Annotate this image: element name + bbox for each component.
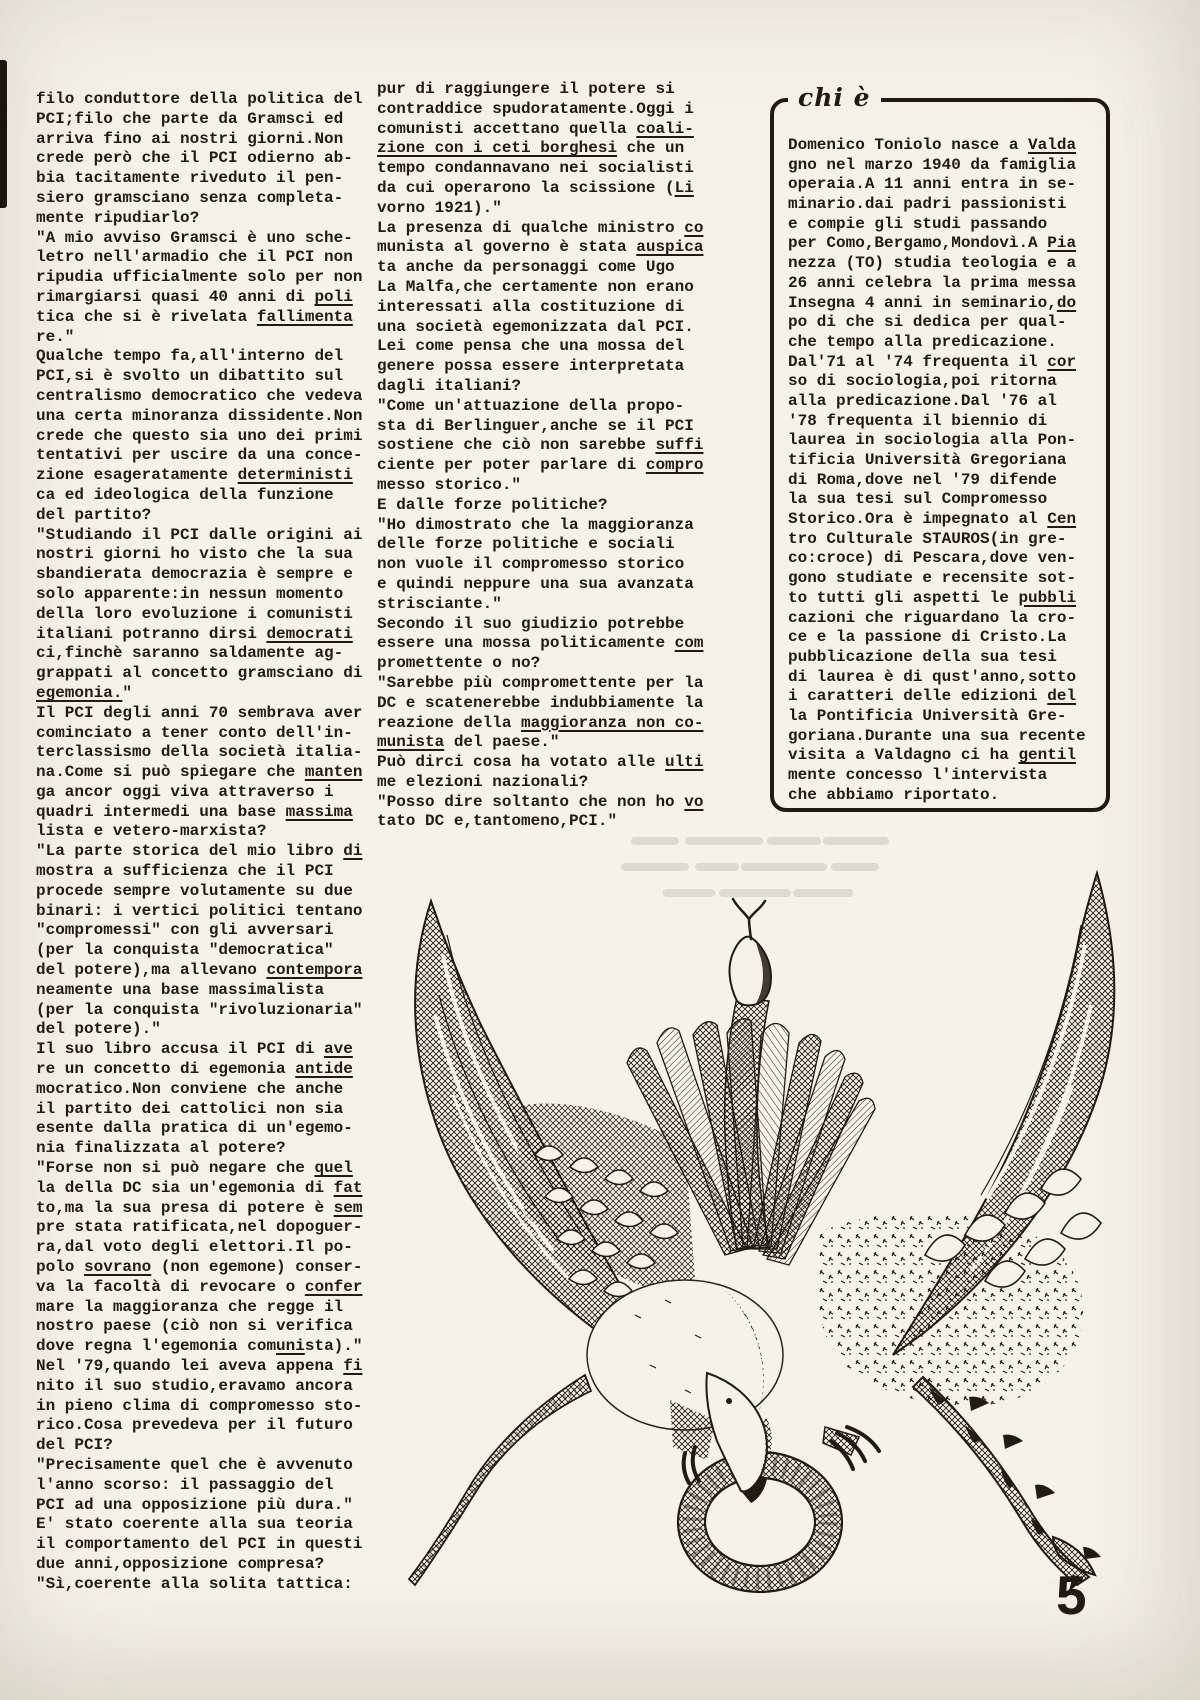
text-line: del partito? [36, 505, 152, 524]
text-line: E dalle forze politiche? [377, 495, 608, 514]
text-line: messo storico." [377, 475, 522, 494]
text-line: Domenico Toniolo nasce a Valda [788, 136, 1077, 154]
text-line: DC e scatenerebbe indubbiamente la [377, 693, 704, 712]
text-line: tica che si è rivelata fallimenta [36, 307, 353, 326]
text-line: "Studiando il PCI dalle origini ai [36, 525, 363, 544]
text-line: nostro paese (ciò non si verifica [36, 1317, 353, 1336]
text-line: PCI;filo che parte da Gramsci ed [36, 109, 344, 128]
text-line: "Precisamente quel che è avvenuto [36, 1455, 353, 1474]
text-line: tempo condannavano nei socialisti [377, 159, 694, 178]
text-line: contraddice spudoratamente.Oggi i [377, 99, 694, 118]
text-line: mostra a sufficienza che il PCI [36, 862, 334, 881]
text-line: Secondo il suo giudizio potrebbe [377, 614, 685, 633]
text-line: ca ed ideologica della funzione [36, 485, 334, 504]
text-line: comunisti accettano quella coali- [377, 119, 694, 138]
text-line: di laurea è di qust'anno,sotto [788, 667, 1077, 686]
text-line: "A mio avviso Gramsci è uno sche- [36, 228, 353, 247]
text-line: operaia.A 11 anni entra in se- [788, 175, 1077, 194]
text-line: una certa minoranza dissidente.Non [36, 406, 363, 425]
text-line: "Ho dimostrato che la maggioranza [377, 515, 694, 534]
text-line: E' stato coerente alla sua teoria [36, 1515, 353, 1534]
text-line: zione esageratamente deterministi [36, 466, 353, 485]
bird-snake-illustration [385, 835, 1155, 1595]
text-line: minario.dai padri passionisti [788, 195, 1067, 214]
text-line: ra,dal voto degli elettori.Il po- [36, 1238, 353, 1257]
text-line: sostiene che ciò non sarebbe suffi [377, 436, 704, 455]
text-line: nia finalizzata al potere? [36, 1139, 286, 1158]
chi-e-box-text [788, 136, 1100, 805]
text-line: tentativi per uscire da una conce- [36, 446, 363, 465]
text-line: "Sarebbe più compromettente per la [377, 673, 704, 692]
text-line: Lei come pensa che una mossa del [377, 337, 685, 356]
text-line: na.Come si può spiegare che manten [36, 763, 363, 782]
text-line: procede sempre volutamente su due [36, 881, 353, 900]
text-line: nostri giorni ho visto che la sua [36, 545, 353, 564]
text-line: sta di Berlinguer,anche se il PCI [377, 416, 694, 435]
text-line: genere possa essere interpretata [377, 357, 685, 376]
text-line: che tempo alla predicazione. [788, 332, 1057, 351]
text-line: delle forze politiche e sociali [377, 535, 675, 554]
text-line: Il suo libro accusa il PCI di ave [36, 1040, 353, 1059]
scan-edge-artifact [0, 60, 7, 208]
text-line: il comportamento del PCI in questi [36, 1535, 363, 1554]
text-line: della loro evoluzione i comunisti [36, 604, 353, 623]
chi-e-box-title: chi è [788, 83, 881, 113]
text-line: to tutti gli aspetti le pubbli [788, 588, 1077, 607]
text-line: rico.Cosa prevedeva per il futuro [36, 1416, 353, 1435]
text-line: cominciato a tener conto dell'in- [36, 723, 353, 742]
text-line: del potere)." [36, 1020, 161, 1039]
text-line: promettente o no? [377, 654, 541, 673]
text-line: Qualche tempo fa,all'interno del [36, 347, 344, 366]
text-line: alla predicazione.Dal '76 al [788, 391, 1057, 410]
article-column-left [36, 90, 374, 1595]
text-line: crede però che il PCI odierno ab- [36, 149, 353, 168]
text-line: solo apparente:in nessun momento [36, 584, 344, 603]
text-line: per Como,Bergamo,Mondovì.A Pia [788, 234, 1077, 253]
text-line: rimargiarsi quasi 40 anni di poli [36, 287, 353, 306]
text-line: ce e la passione di Cristo.La [788, 628, 1067, 647]
text-line: del potere),ma allevano contempora [36, 961, 363, 980]
text-line: me elezioni nazionali? [377, 772, 589, 791]
text-line: e quindi neppure una sua avanzata [377, 574, 694, 593]
text-line: Storico.Ora è impegnato al Cen [788, 510, 1077, 529]
text-line: pur di raggiungere il potere si [377, 80, 675, 98]
text-line: mente concesso l'intervista [788, 766, 1048, 784]
text-line: Dal'71 al '74 frequenta il cor [788, 352, 1077, 371]
text-line: tificia Università Gregoriana [788, 451, 1067, 469]
text-line: ciente per poter parlare di compro [377, 456, 704, 475]
text-line: "Forse non si può negare che quel [36, 1159, 353, 1178]
text-line: esente dalla pratica di un'egemo- [36, 1119, 353, 1138]
text-line: pubblicazione della sua tesi [788, 647, 1057, 666]
text-line: ci,finchè saranno saldamente ag- [36, 644, 344, 663]
text-line: Può dirci cosa ha votato alle ulti [377, 753, 704, 772]
text-line: bia tacitamente riveduto il pen- [36, 169, 344, 188]
text-line: siero gramsciano senza completa- [36, 188, 344, 207]
text-line: Insegna 4 anni in seminario,do [788, 293, 1077, 312]
text-line: "compromessi" con gli avversari [36, 921, 334, 940]
text-line: Il PCI degli anni 70 sembrava aver [36, 703, 363, 722]
chi-e-biography-box [770, 83, 1110, 812]
text-line: nito il suo studio,eravamo ancora [36, 1376, 353, 1395]
text-line: quadri intermedi una base massima [36, 802, 353, 821]
text-line: munista al governo è stata auspica [377, 238, 704, 257]
text-line: tro Culturale STAUROS(in gre- [788, 529, 1067, 548]
text-line: la della DC sia un'egemonia di fat [36, 1178, 363, 1197]
text-line: gono studiate e recensite sot- [788, 569, 1077, 588]
text-line: goriana.Durante una sua recente [788, 726, 1086, 745]
text-line: e compie gli studi passando [788, 214, 1048, 233]
text-line: so di sociologia,poi ritorna [788, 372, 1057, 391]
text-line: visita a Valdagno ci ha gentil [788, 746, 1077, 765]
text-line: binari: i vertici politici tentano [36, 901, 363, 920]
text-line: laurea in sociologia alla Pon- [788, 431, 1077, 450]
text-line: po di che si dedica per qual- [788, 313, 1067, 332]
text-line: la sua tesi sul Compromesso [788, 490, 1048, 509]
text-line: "Come un'attuazione della propo- [377, 396, 685, 415]
text-line: vorno 1921)." [377, 198, 502, 217]
text-line: ripudia ufficialmente solo per non [36, 268, 363, 287]
text-line: terclassismo della società italia- [36, 743, 363, 762]
text-line: tato DC e,tantomeno,PCI." [377, 812, 618, 831]
text-line: "Posso dire soltanto che non ho vo [377, 792, 704, 811]
text-line: "La parte storica del mio libro di [36, 842, 363, 861]
text-line: che abbiamo riportato. [788, 785, 1000, 804]
text-line: crede che questo sia uno dei primi [36, 426, 363, 445]
text-line: ta anche da personaggi come Ugo [377, 258, 675, 277]
text-line: essere una mossa politicamente com [377, 634, 704, 653]
text-line: sbandierata democrazia è sempre e [36, 565, 353, 584]
text-line: va la facoltà di revocare o confer [36, 1277, 363, 1296]
text-line: strisciante." [377, 594, 502, 613]
text-line: 26 anni celebra la prima messa [788, 273, 1077, 292]
text-line: La presenza di qualche ministro co [377, 218, 704, 237]
text-line: PCI,si è svolto un dibattito sul [36, 367, 344, 386]
text-line: non vuole il compromesso storico [377, 555, 685, 574]
text-line: mente ripudiarlo? [36, 208, 200, 227]
text-line: mare la maggioranza che regge il [36, 1297, 344, 1316]
text-line: Nel '79,quando lei aveva appena fi [36, 1357, 363, 1375]
text-line: filo conduttore della politica del [36, 90, 363, 108]
article-column-middle [377, 80, 713, 832]
text-line: una società egemonizzata dal PCI. [377, 317, 694, 336]
thorn-branch [913, 1377, 1101, 1591]
text-line: centralismo democratico che vedeva [36, 386, 363, 405]
snake-tail [409, 1375, 591, 1585]
text-line: lista e vetero-marxista? [36, 822, 267, 841]
text-line: del PCI? [36, 1436, 113, 1455]
text-line: in pieno clima di compromesso sto- [36, 1396, 363, 1415]
text-line: interessati alla costituzione di [377, 297, 685, 316]
text-line: reazione della maggioranza non co- [377, 713, 704, 732]
text-line: pre stata ratificata,nel dopoguer- [36, 1218, 363, 1237]
text-line: dove regna l'egemonia comunista)." [36, 1337, 363, 1356]
text-line: co:croce) di Pescara,dove ven- [788, 549, 1077, 568]
text-line: italiani potranno dirsi democrati [36, 624, 353, 643]
text-line: l'anno scorso: il passaggio del [36, 1475, 334, 1494]
text-line: dagli italiani? [377, 376, 522, 395]
text-line: di Roma,dove nel '79 difende [788, 470, 1057, 489]
bird-eye [726, 1398, 732, 1404]
text-line: il partito dei cattolici non sia [36, 1099, 344, 1118]
text-line: due anni,opposizione compresa? [36, 1554, 325, 1573]
text-line: '78 frequenta il biennio di [788, 411, 1048, 430]
text-line: to,ma la sua presa di potere è sem [36, 1198, 363, 1217]
text-line: zione con i ceti borghesi che un [377, 139, 685, 158]
text-line: la Pontificia Università Gre- [788, 706, 1067, 725]
page-number: 5 [1056, 1564, 1087, 1626]
text-line: La Malfa,che certamente non erano [377, 277, 694, 296]
text-line: gno nel marzo 1940 da famiglia [788, 155, 1077, 174]
text-line: munista del paese." [377, 733, 560, 752]
text-line: egemonia." [36, 683, 133, 702]
text-line: ga ancor oggi viva attraverso i [36, 782, 334, 801]
scan-bleed-artifact [625, 841, 885, 893]
text-line: cazioni che riguardano la cro- [788, 608, 1077, 627]
text-line: re un concetto di egemonia antide [36, 1060, 353, 1079]
text-line: arriva fino ai nostri giorni.Non [36, 129, 344, 148]
text-line: mocratico.Non conviene che anche [36, 1079, 344, 1098]
text-line: PCI ad una opposizione più dura." [36, 1495, 353, 1514]
text-line: grappati al concetto gramsciano di [36, 664, 363, 683]
text-line: letro nell'armadio che il PCI non [36, 248, 353, 267]
text-line: nezza (TO) studia teologia e a [788, 254, 1077, 273]
text-line: neamente una base massimalista [36, 980, 325, 999]
text-line: re." [36, 327, 75, 346]
text-line: (per la conquista "rivoluzionaria" [36, 1000, 363, 1019]
text-line: (per la conquista "democratica" [36, 941, 334, 960]
text-line: i caratteri delle edizioni del [788, 687, 1077, 706]
text-line: polo sovrano (non egemone) conser- [36, 1258, 363, 1277]
text-line: "Sì,coerente alla solita tattica: [36, 1574, 353, 1593]
text-line: da cui operarono la scissione (Li [377, 178, 694, 197]
